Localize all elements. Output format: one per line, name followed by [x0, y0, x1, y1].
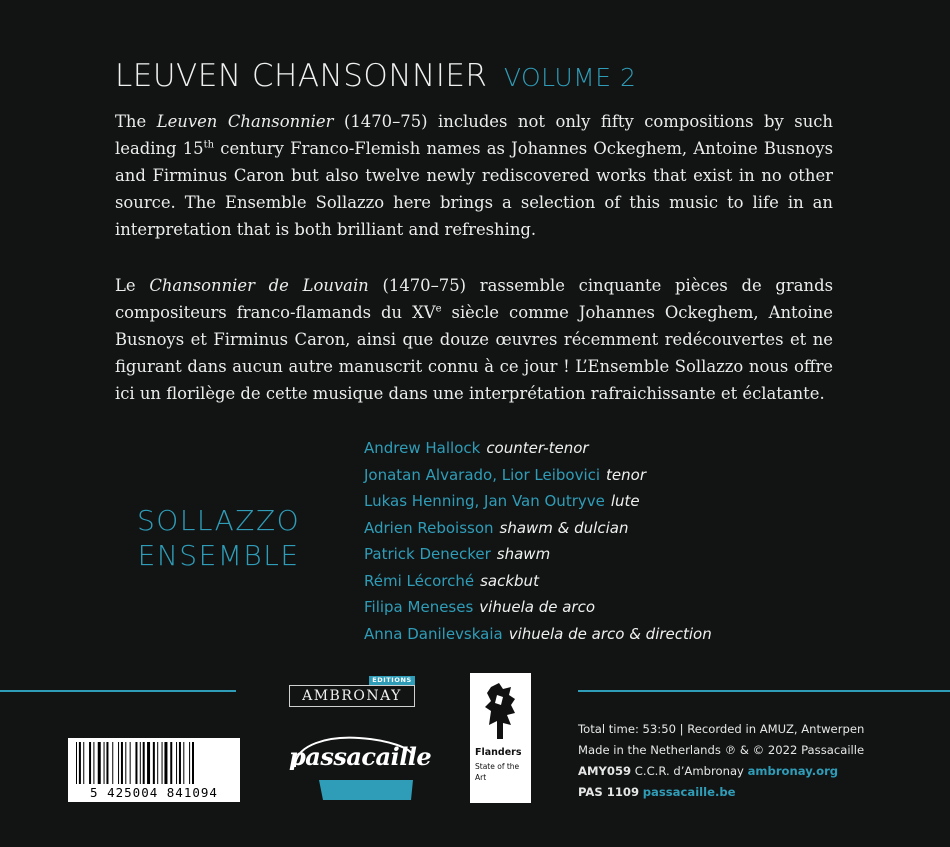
- performer-instrument: lute: [610, 492, 640, 510]
- credits-ambronay-line: [578, 761, 864, 782]
- barcode-bar: [112, 742, 113, 784]
- barcode-bar: [89, 742, 91, 784]
- performer-list: [364, 435, 712, 647]
- performer-name: Anna Danilevskaia: [364, 624, 503, 643]
- performer-item: [364, 568, 712, 595]
- barcode-bar: [176, 742, 177, 784]
- performer-name: Adrien Reboisson: [364, 518, 494, 537]
- performer-item: [364, 435, 712, 462]
- barcode: [68, 738, 240, 802]
- description-fr-italic-title: Chansonnier de Louvain: [149, 276, 369, 295]
- album-volume: VOLUME 2: [503, 63, 637, 92]
- description-fr-text: (1470–75) rassemble cinquante pièces de grands compositeurs franco-flamands du XV: [115, 276, 833, 322]
- album-title-main: LEUVEN CHANSONNIER: [115, 58, 488, 94]
- performer-item: [364, 541, 712, 568]
- barcode-bar: [157, 742, 158, 784]
- barcode-bar: [183, 742, 184, 784]
- performer-instrument: sackbut: [480, 571, 539, 590]
- performer-name: Rémi Lécorché: [364, 571, 475, 590]
- barcode-bars: [74, 742, 234, 784]
- flanders-logo: [470, 673, 531, 803]
- credits: [578, 719, 864, 803]
- flanders-name: Flanders: [475, 747, 522, 758]
- barcode-bar: [179, 742, 181, 784]
- passacaille-website-link[interactable]: passacaille.be: [642, 785, 736, 799]
- barcode-bar: [164, 742, 167, 784]
- performer-name: Jonatan Alvarado, Lior Leibovici: [364, 465, 601, 484]
- performer-instrument: counter-tenor: [486, 439, 589, 457]
- barcode-bar: [135, 742, 137, 784]
- barcode-bar: [170, 742, 172, 784]
- performer-instrument: shawm & dulcian: [499, 518, 629, 537]
- ambronay-logo: [289, 676, 415, 707]
- credits-passacaille-line: [578, 782, 864, 803]
- barcode-bar: [143, 742, 145, 784]
- performer-item: [364, 462, 712, 489]
- passacaille-logo: [289, 734, 432, 800]
- barcode-bar: [118, 742, 119, 784]
- description-en-italic-title: Leuven Chansonnier: [156, 112, 334, 131]
- catalog-code-passacaille: PAS 1109: [578, 785, 640, 799]
- performer-item: [364, 488, 712, 515]
- ambronay-wordmark: AMBRONAY: [289, 685, 415, 707]
- barcode-bar: [83, 742, 84, 784]
- barcode-bar: [162, 742, 163, 784]
- performer-instrument: vihuela de arco & direction: [508, 624, 712, 643]
- passacaille-wordmark: passacaille: [289, 742, 432, 771]
- credits-recording: Total time: 53:50 | Recorded in AMUZ, Antwerpen: [578, 722, 865, 736]
- barcode-bar: [147, 742, 150, 784]
- barcode-bar: [130, 742, 131, 784]
- description-fr-superscript: e: [435, 303, 442, 315]
- performer-instrument: vihuela de arco: [479, 598, 596, 616]
- description-fr-text: Le: [115, 276, 150, 295]
- description-en-superscript: th: [203, 139, 215, 151]
- performer-name: Patrick Denecker: [364, 545, 491, 563]
- description-en-text: The: [115, 112, 157, 131]
- performer-name: Andrew Hallock: [364, 439, 481, 457]
- barcode-bar: [104, 742, 105, 784]
- ensemble-name: [137, 503, 300, 573]
- flanders-tagline: State of the Art: [475, 762, 520, 782]
- description-french: [115, 272, 833, 407]
- credits-ambronay-text: C.C.R. d’Ambronay: [631, 764, 748, 778]
- catalog-code-ambronay: AMY059: [578, 764, 632, 778]
- ambronay-editions-label: EDITIONS: [369, 676, 415, 685]
- description-english: [115, 108, 833, 243]
- barcode-bar: [125, 742, 126, 784]
- performer-name: Lukas Henning, Jan Van Outryve: [364, 492, 605, 510]
- barcode-bar: [192, 742, 194, 784]
- description-fr-text: siècle comme Johannes Ockeghem, Antoine Busnoys et Firminus Caron, ainsi que douze œuvres récemment redécouvertes et ne figurant dans aucun autre manuscrit connu à ce jour ! L’Ensemble Sollazzo nous offre ici un florilège de cette musique dans une interprétation rafraichissante et éclatante.: [115, 303, 833, 403]
- performer-item: [364, 594, 712, 621]
- album-title: [115, 58, 636, 94]
- barcode-bar: [93, 742, 94, 784]
- barcode-bar: [76, 742, 77, 784]
- divider-left: [0, 690, 236, 692]
- ensemble-name-line1: SOLLAZZO: [137, 504, 301, 537]
- barcode-bar: [79, 742, 81, 784]
- performer-name: Filipa Meneses: [364, 598, 474, 616]
- barcode-bar: [189, 742, 190, 784]
- barcode-number: 5 425004 841094: [90, 785, 218, 800]
- flanders-lion-icon: [481, 681, 521, 743]
- performer-item: [364, 621, 712, 648]
- ambronay-website-link[interactable]: ambronay.org: [747, 764, 839, 778]
- performer-item: [364, 515, 712, 542]
- divider-right: [578, 690, 950, 692]
- description-en-text: (1470–75) includes not only fifty compositions by such leading 15: [115, 112, 833, 158]
- barcode-bar: [121, 742, 123, 784]
- barcode-bar: [140, 742, 141, 784]
- ensemble-name-line2: ENSEMBLE: [137, 539, 300, 572]
- barcode-bar: [106, 742, 108, 784]
- credits-copyright: Made in the Netherlands ℗ & © 2022 Passacaille: [578, 743, 865, 757]
- barcode-bar: [98, 742, 101, 784]
- performer-instrument: tenor: [606, 465, 646, 484]
- description-en-text: century Franco-Flemish names as Johannes Ockeghem, Antoine Busnoys and Firminus Caron but also twelve newly rediscovered works that exist in no other source. The Ensemble Sollazzo here brings a selection of this music to life in an interpretation that is both brilliant and refreshing.: [115, 139, 833, 239]
- performer-instrument: shawm: [496, 545, 551, 563]
- barcode-bar: [153, 742, 155, 784]
